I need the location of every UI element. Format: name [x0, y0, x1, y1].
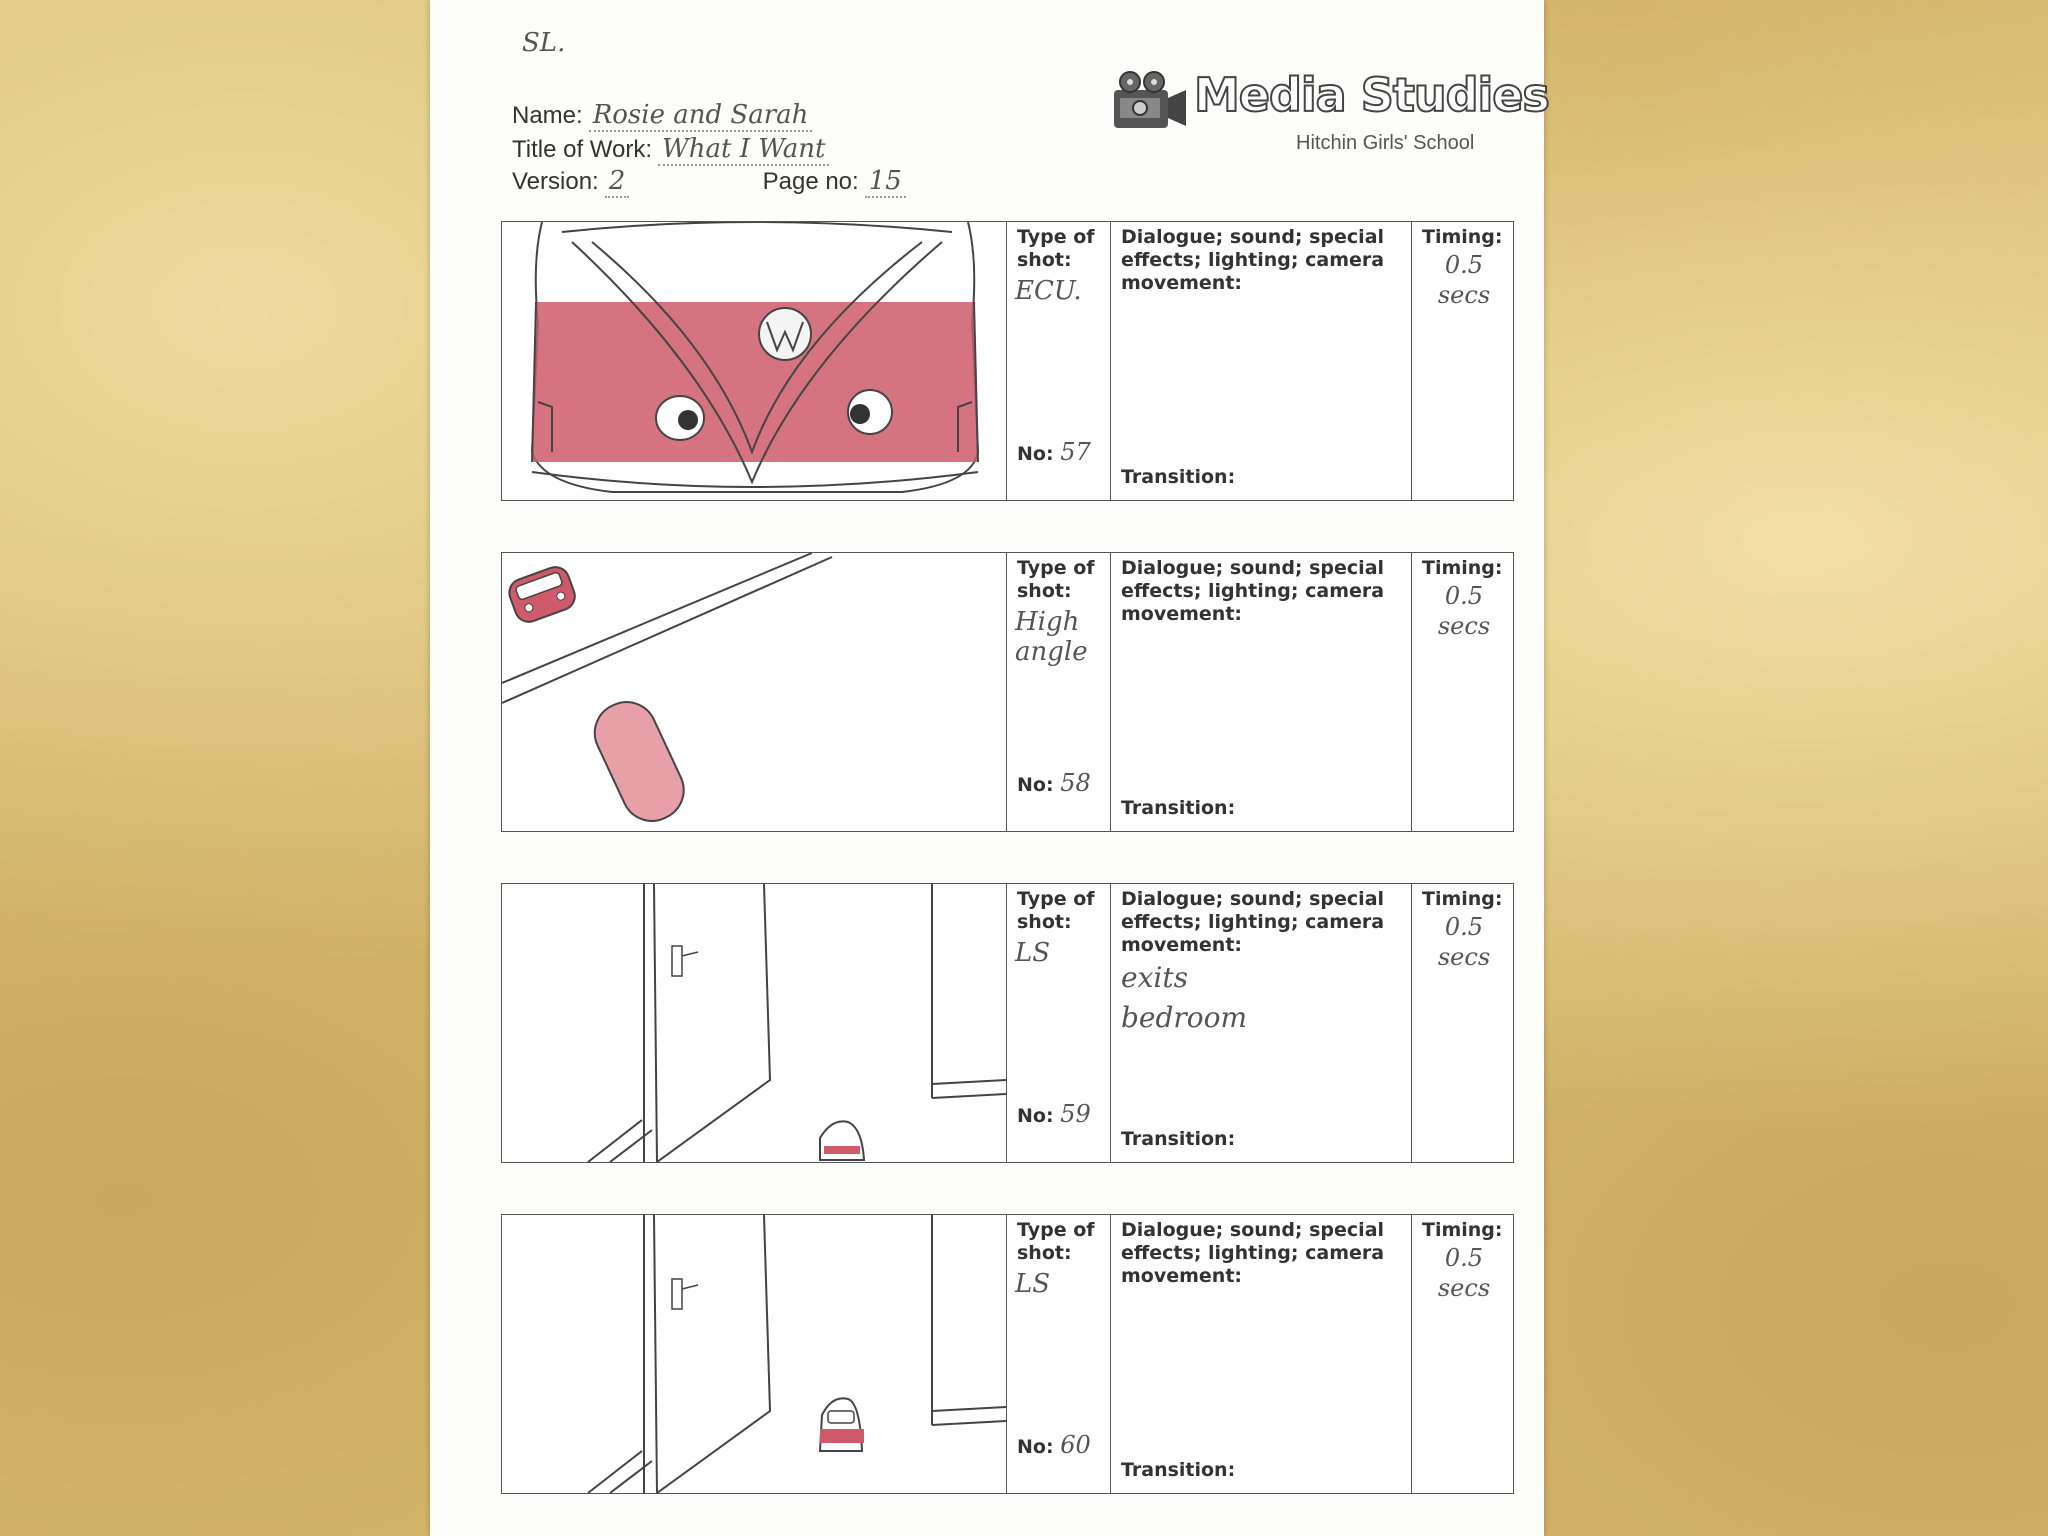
no-label: No: — [1017, 443, 1054, 465]
timing-cell — [1412, 222, 1513, 500]
logo-subtitle: Hitchin Girls' School — [1296, 132, 1475, 154]
storyboard-sheet — [430, 0, 1549, 1536]
transition-label: Transition: — [1121, 1459, 1236, 1481]
sketch-van-in-hallway — [502, 1215, 1007, 1493]
type-of-shot-cell — [1007, 1215, 1111, 1493]
dialogue-cell — [1111, 884, 1412, 1162]
shot-value: LS — [1015, 938, 1051, 968]
sketch-van-exits-bedroom — [502, 884, 1007, 1162]
name-label: Name: — [512, 102, 583, 129]
no-value: 59 — [1060, 1100, 1091, 1128]
timing-cell — [1412, 884, 1513, 1162]
sketch-van-front-closeup — [502, 222, 1007, 500]
dialogue-label: Dialogue; sound; special effects; lighting; camera movement: — [1121, 557, 1385, 625]
timing-label: Timing: — [1422, 226, 1503, 248]
page-value: 15 — [865, 166, 906, 198]
no-value: 57 — [1060, 438, 1091, 466]
version-row — [512, 166, 906, 196]
transition-label: Transition: — [1121, 1128, 1236, 1150]
dialogue-label: Dialogue; sound; special effects; lighting; camera movement: — [1121, 888, 1385, 956]
page-label: Page no: — [762, 168, 859, 195]
dialogue-label: Dialogue; sound; special effects; lighting; camera movement: — [1121, 226, 1385, 294]
version-label: Version: — [512, 168, 599, 195]
film-camera-icon — [1110, 70, 1188, 134]
no-label: No: — [1017, 774, 1054, 796]
frame-number — [1017, 1100, 1091, 1128]
no-value: 58 — [1060, 769, 1091, 797]
no-label: No: — [1017, 1436, 1054, 1458]
timing-label: Timing: — [1422, 1219, 1503, 1241]
title-value: What I Want — [658, 134, 829, 166]
title-row — [512, 134, 829, 164]
timing-cell — [1412, 1215, 1513, 1493]
type-of-shot-cell — [1007, 553, 1111, 831]
title-label: Title of Work: — [512, 136, 653, 163]
type-of-shot-label: Type of shot: — [1017, 1219, 1095, 1264]
media-studies-logo — [1110, 68, 1549, 158]
transition-label: Transition: — [1121, 466, 1236, 488]
no-value: 60 — [1060, 1431, 1091, 1459]
frame-number — [1017, 1431, 1091, 1459]
dialogue-label: Dialogue; sound; special effects; lighting; camera movement: — [1121, 1219, 1385, 1287]
storyboard-frame-58 — [501, 552, 1514, 832]
timing-value: 0.5 secs — [1437, 1244, 1491, 1302]
dialogue-cell — [1111, 222, 1412, 500]
timing-label: Timing: — [1422, 557, 1503, 579]
dialogue-value: exits bedroom — [1121, 961, 1248, 1034]
shot-value: LS — [1015, 1269, 1051, 1299]
shot-value: High angle — [1015, 607, 1088, 667]
timing-value: 0.5 secs — [1437, 251, 1491, 309]
shot-value: ECU. — [1015, 276, 1082, 306]
type-of-shot-label: Type of shot: — [1017, 888, 1095, 933]
storyboard-frame-60 — [501, 1214, 1514, 1494]
storyboard-frame-59 — [501, 883, 1514, 1163]
dialogue-cell — [1111, 1215, 1412, 1493]
name-row — [512, 100, 812, 130]
timing-value: 0.5 secs — [1437, 582, 1491, 640]
type-of-shot-cell — [1007, 884, 1111, 1162]
version-value: 2 — [605, 166, 630, 198]
frame-number — [1017, 438, 1091, 466]
logo-title: Media Studies — [1194, 68, 1549, 122]
dialogue-cell — [1111, 553, 1412, 831]
sketch-high-angle-road — [502, 553, 1007, 831]
storyboard-frame-57 — [501, 221, 1514, 501]
type-of-shot-label: Type of shot: — [1017, 557, 1095, 602]
transition-label: Transition: — [1121, 797, 1236, 819]
timing-cell — [1412, 553, 1513, 831]
timing-label: Timing: — [1422, 888, 1503, 910]
corner-mark: SL. — [522, 28, 566, 58]
type-of-shot-cell — [1007, 222, 1111, 500]
frame-number — [1017, 769, 1091, 797]
type-of-shot-label: Type of shot: — [1017, 226, 1095, 271]
no-label: No: — [1017, 1105, 1054, 1127]
name-value: Rosie and Sarah — [589, 100, 813, 132]
timing-value: 0.5 secs — [1437, 913, 1491, 971]
